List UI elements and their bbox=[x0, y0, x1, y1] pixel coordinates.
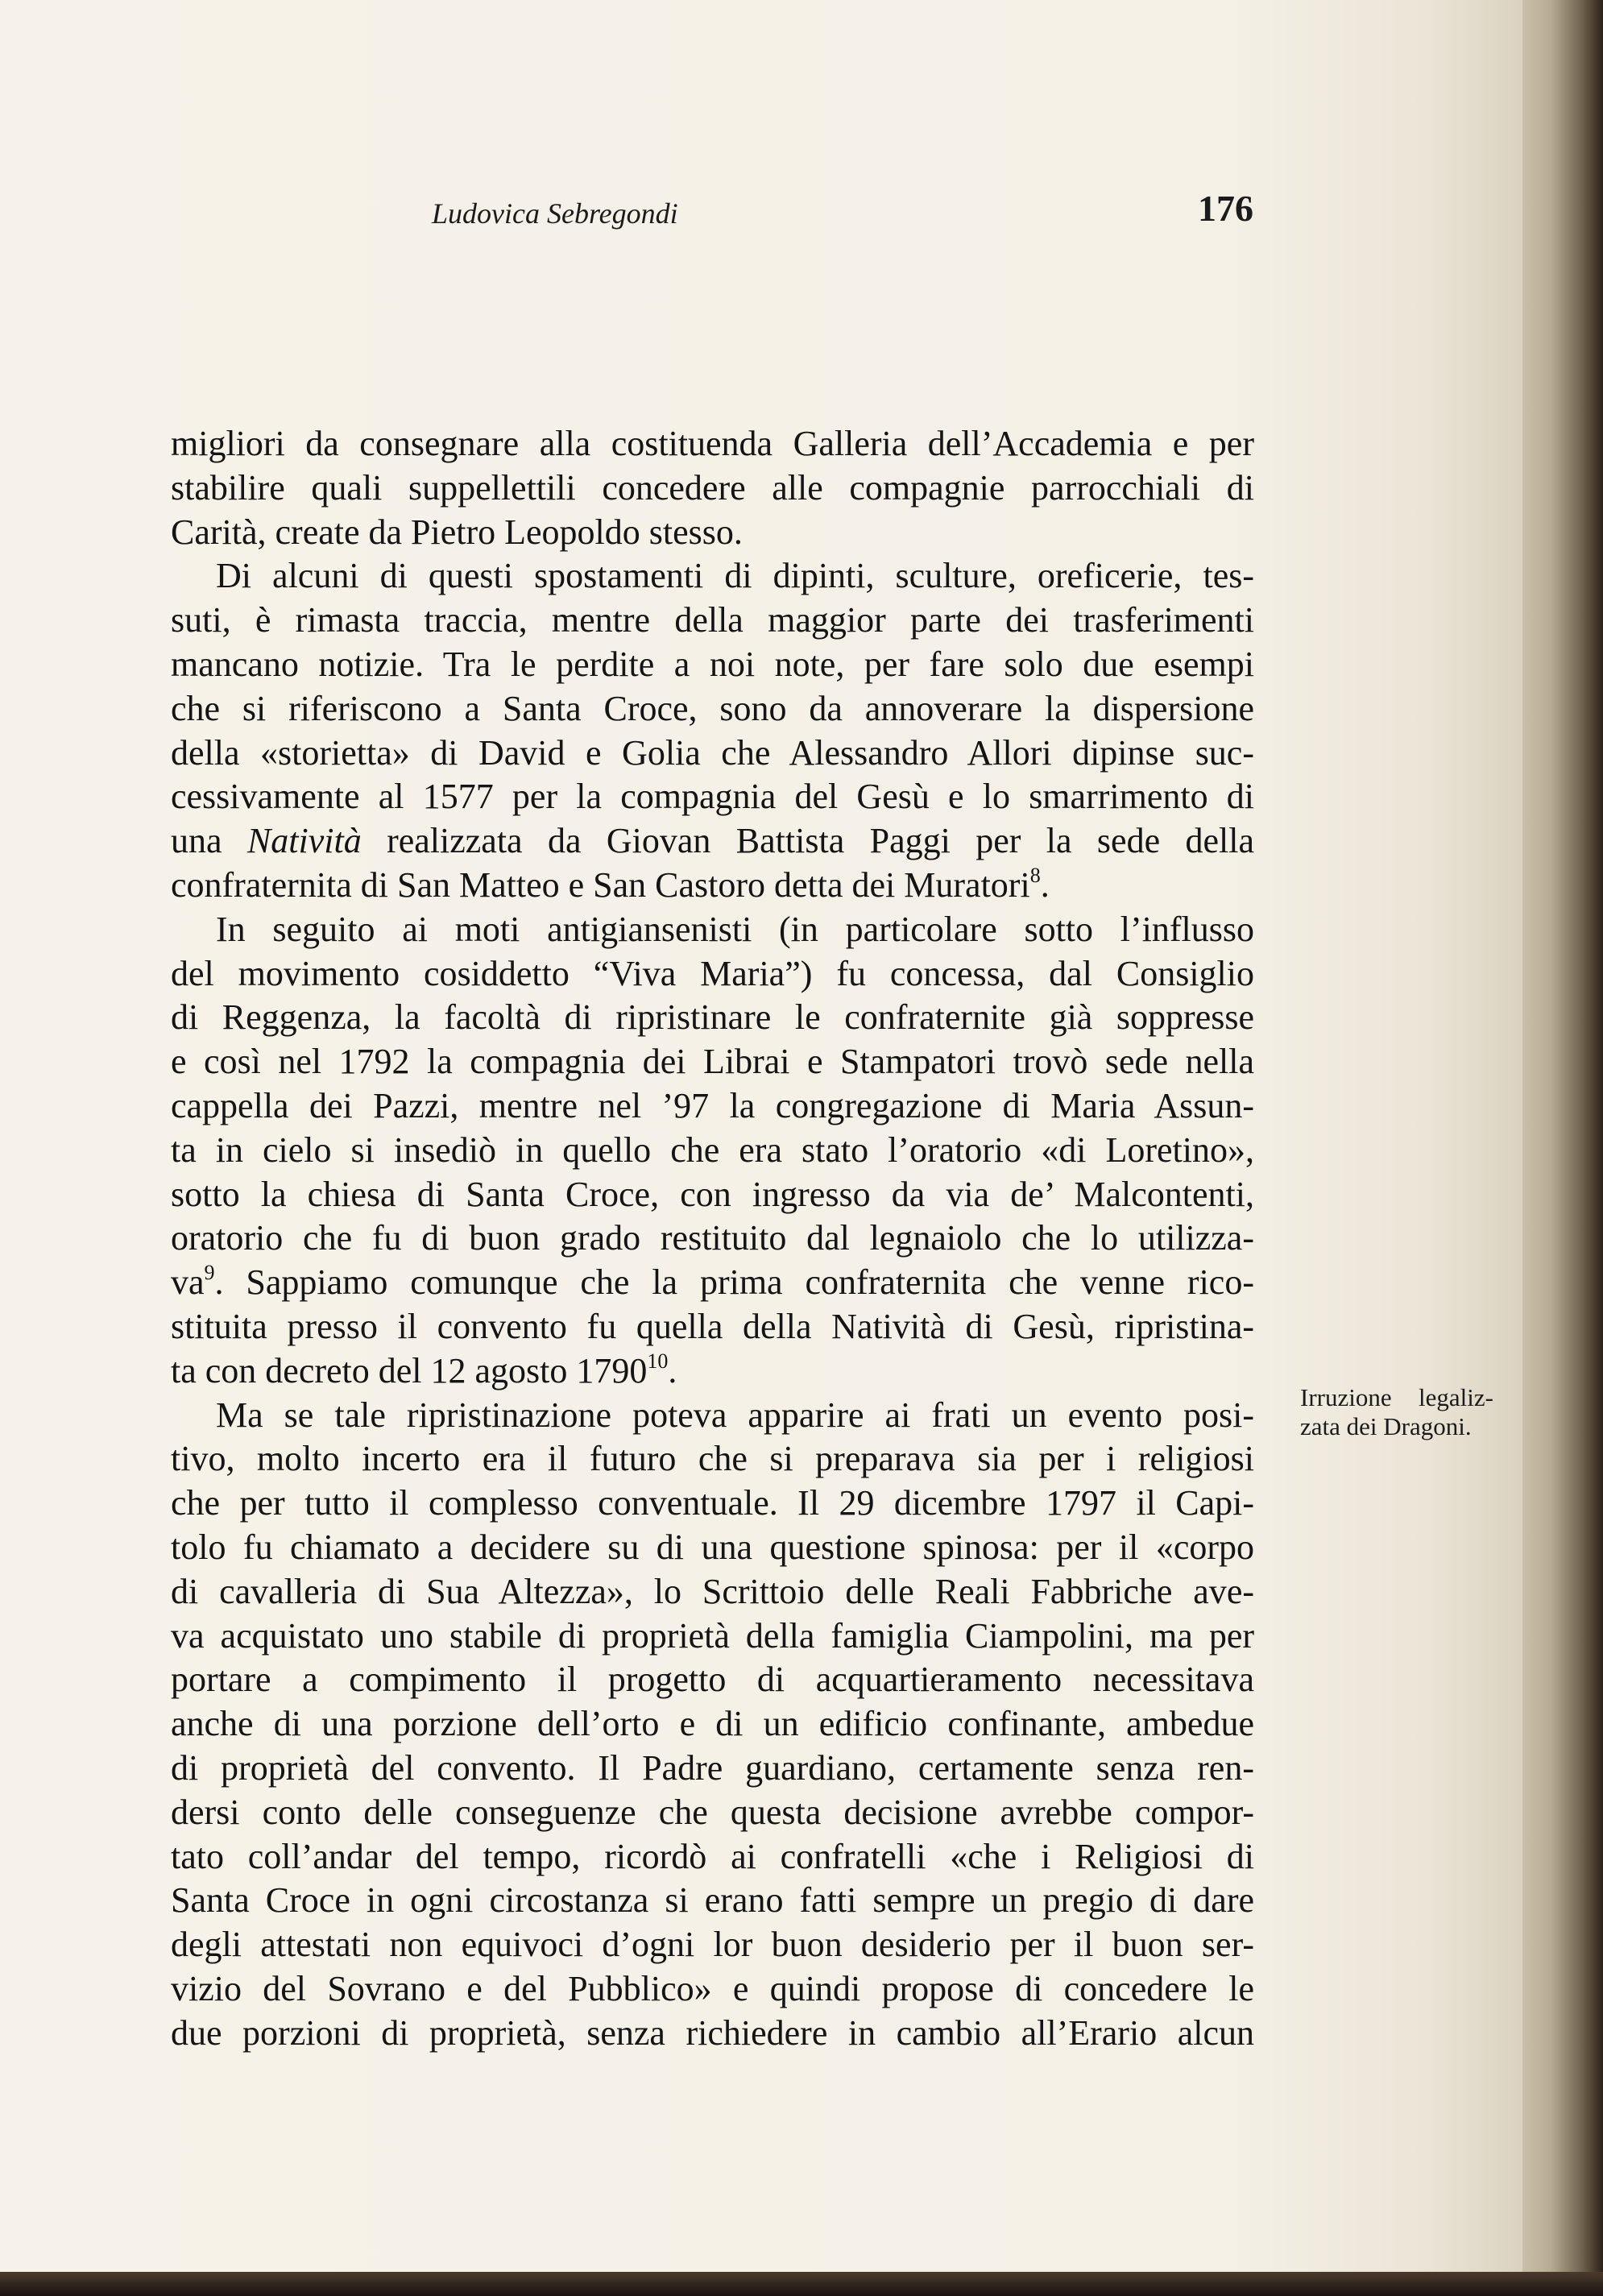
body-line bbox=[171, 1394, 1254, 1438]
body-line bbox=[171, 422, 1254, 466]
text-run: di cavalleria di Sua Altezza», lo Scrittoio delle Reali Fabbriche ave- bbox=[171, 1571, 1254, 1611]
text-run: Ma se tale ripristinazione poteva apparire ai frati un evento posi- bbox=[216, 1395, 1254, 1435]
text-run: degli attestati non equivoci d’ogni lor buon desiderio per il buon ser- bbox=[171, 1925, 1254, 1965]
bottom-edge bbox=[0, 2272, 1603, 2296]
text-run: e così nel 1792 la compagnia dei Librai e Stampatori trovò sede nella bbox=[171, 1042, 1254, 1082]
body-line bbox=[171, 731, 1254, 776]
body-line bbox=[171, 1747, 1254, 1791]
page-edge bbox=[1522, 0, 1603, 2272]
text-run: tato coll’andar del tempo, ricordò ai confratelli «che i Religiosi di bbox=[171, 1836, 1254, 1876]
text-run: . bbox=[668, 1350, 677, 1390]
body-line bbox=[171, 1879, 1254, 1923]
text-run: mancano notizie. Tra le perdite a noi note, per fare solo due esempi bbox=[171, 644, 1254, 684]
text-run: suti, è rimasta traccia, mentre della maggior parte dei trasferimenti bbox=[171, 600, 1254, 640]
body-line bbox=[171, 819, 1254, 864]
body-line bbox=[171, 1349, 1254, 1394]
page-header bbox=[432, 187, 1253, 235]
text-run: della «storietta» di David e Golia che Alessandro Allori dipinse suc- bbox=[171, 732, 1254, 773]
body-line bbox=[171, 996, 1254, 1040]
text-run: cappella dei Pazzi, mentre nel ’97 la congregazione di Maria Assun- bbox=[171, 1085, 1254, 1125]
body-line bbox=[171, 554, 1254, 599]
text-run: migliori da consegnare alla costituenda Galleria dell’Accademia e per bbox=[171, 424, 1254, 463]
body-line bbox=[171, 1261, 1254, 1305]
text-run: di proprietà del convento. Il Padre guardiano, certamente senza ren- bbox=[171, 1747, 1254, 1788]
text-run: due porzioni di proprietà, senza richiedere in cambio all’Erario alcun bbox=[171, 2012, 1254, 2053]
margin-note-line bbox=[1300, 1383, 1493, 1412]
text-run: . bbox=[1040, 864, 1050, 905]
text-run: di Reggenza, la facoltà di ripristinare le confraternite già soppresse bbox=[171, 997, 1254, 1038]
text-run: tivo, molto incerto era il futuro che si preparava sia per i religiosi bbox=[171, 1439, 1254, 1479]
text-run: sotto la chiesa di Santa Croce, con ingresso da via de’ Malcontenti, bbox=[171, 1174, 1254, 1214]
text-run: anche di una porzione dell’orto e di un edificio confinante, ambedue bbox=[171, 1704, 1254, 1744]
body-line bbox=[171, 1040, 1254, 1084]
body-line bbox=[171, 1084, 1254, 1129]
body-line bbox=[171, 511, 1254, 555]
body-line bbox=[171, 1305, 1254, 1349]
text-run: stabilire quali suppellettili concedere alle compagnie parrocchiali di bbox=[171, 467, 1254, 508]
body-line bbox=[171, 1526, 1254, 1570]
text-run: ta con decreto del 12 agosto 1790 bbox=[171, 1350, 648, 1390]
text-run: oratorio che fu di buon grado restituito dal legnaiolo che lo utilizza- bbox=[171, 1218, 1254, 1258]
body-line bbox=[171, 1658, 1254, 1702]
text-run: In seguito ai moti antigiansenisti (in particolare sotto l’influsso bbox=[216, 909, 1254, 949]
italic-title: Natività bbox=[246, 821, 362, 861]
running-head: Ludovica Sebregondi bbox=[432, 197, 678, 230]
footnote-ref: 10 bbox=[647, 1349, 669, 1373]
text-run: confraternita di San Matteo e San Castoro detta dei Muratori bbox=[171, 864, 1030, 905]
text-run: portare a compimento il progetto di acquartieramento necessitava bbox=[171, 1660, 1254, 1700]
body-line bbox=[171, 864, 1254, 908]
text-run: che si riferiscono a Santa Croce, sono da annoverare la dispersione bbox=[171, 688, 1254, 728]
body-line bbox=[171, 1702, 1254, 1747]
body-text bbox=[171, 422, 1254, 2055]
text-run: realizzata da Giovan Battista Paggi per la sede della bbox=[361, 821, 1255, 861]
text-run: va acquistato uno stabile di proprietà della famiglia Ciampolini, ma per bbox=[171, 1615, 1254, 1656]
body-line bbox=[171, 687, 1254, 731]
text-run: vizio del Sovrano e del Pubblico» e quindi propose di concedere le bbox=[171, 1968, 1254, 2008]
body-line bbox=[171, 1835, 1254, 1879]
text-run: che per tutto il complesso conventuale. Il 29 dicembre 1797 il Capi- bbox=[171, 1483, 1254, 1523]
body-line bbox=[171, 466, 1254, 511]
body-line bbox=[171, 599, 1254, 643]
body-line bbox=[171, 1129, 1254, 1173]
footnote-ref: 8 bbox=[1029, 863, 1041, 887]
body-line bbox=[171, 908, 1254, 952]
text-run: dersi conto delle conseguenze che questa decisione avrebbe compor- bbox=[171, 1792, 1254, 1832]
margin-note-line bbox=[1300, 1412, 1493, 1441]
text-run: ta in cielo si insediò in quello che era stato l’oratorio «di Loretino», bbox=[171, 1129, 1254, 1170]
text-run: tolo fu chiamato a decidere su di una questione spinosa: per il «corpo bbox=[171, 1527, 1254, 1567]
body-line bbox=[171, 952, 1254, 997]
body-line bbox=[171, 1437, 1254, 1482]
text-run: Carità, create da Pietro Leopoldo stesso. bbox=[171, 512, 743, 552]
margin-note bbox=[1300, 1383, 1493, 1441]
body-line bbox=[171, 1791, 1254, 1835]
body-line bbox=[171, 1482, 1254, 1526]
text-run: Santa Croce in ogni circostanza si erano fatti sempre un pregio di dare bbox=[171, 1880, 1254, 1921]
text-run: del movimento cosiddetto “Viva Maria”) fu concessa, dal Consiglio bbox=[171, 953, 1254, 993]
body-line bbox=[171, 1967, 1254, 2012]
text-run: stituita presso il convento fu quella della Natività di Gesù, ripristina- bbox=[171, 1306, 1254, 1346]
text-run: cessivamente al 1577 per la compagnia del Gesù e lo smarrimento di bbox=[171, 777, 1254, 817]
body-line bbox=[171, 775, 1254, 819]
body-line bbox=[171, 1614, 1254, 1659]
body-line bbox=[171, 1570, 1254, 1614]
text-run: . Sappiamo comunque che la prima confraternita che venne rico- bbox=[214, 1262, 1254, 1303]
text-run: una bbox=[171, 821, 247, 861]
text-run: va bbox=[171, 1262, 205, 1303]
text-run: Di alcuni di questi spostamenti di dipinti, sculture, oreficerie, tes- bbox=[216, 556, 1254, 596]
text-run: zata dei Dragoni. bbox=[1300, 1412, 1472, 1440]
body-line bbox=[171, 1923, 1254, 1967]
page-number: 176 bbox=[1198, 188, 1253, 229]
body-line bbox=[171, 1173, 1254, 1217]
text-run: Irruzione legaliz- bbox=[1300, 1383, 1493, 1411]
footnote-ref: 9 bbox=[204, 1261, 215, 1285]
body-line bbox=[171, 643, 1254, 687]
body-line bbox=[171, 2012, 1254, 2056]
body-line bbox=[171, 1216, 1254, 1261]
